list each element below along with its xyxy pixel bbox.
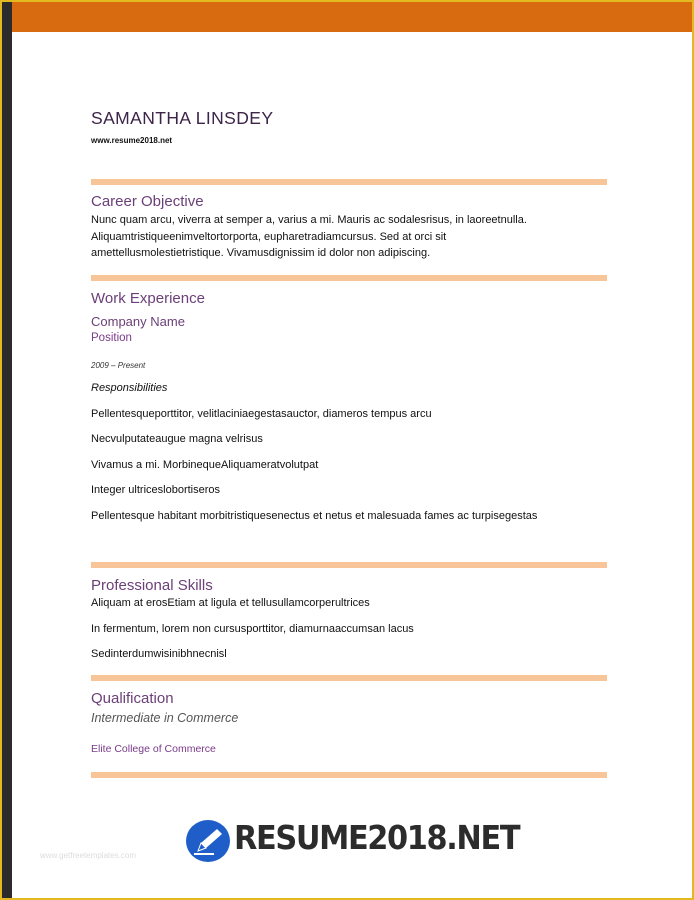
section-divider bbox=[91, 675, 607, 681]
responsibility-item: Necvulputateaugue magna velrisus bbox=[91, 433, 263, 445]
pencil-icon bbox=[186, 820, 230, 862]
company-name: Company Name bbox=[91, 314, 185, 329]
website-link[interactable]: www.resume2018.net bbox=[91, 136, 173, 145]
career-objective-text bbox=[91, 212, 571, 262]
section-divider bbox=[91, 179, 607, 185]
faint-watermark-text: www.getfreetemplates.com bbox=[40, 851, 137, 860]
responsibility-item: Vivamus a mi. MorbinequeAliquameratvolutpat bbox=[91, 459, 319, 471]
section-divider bbox=[91, 772, 607, 778]
qualification-heading: Qualification bbox=[91, 690, 174, 707]
degree-title: Intermediate in Commerce bbox=[91, 711, 239, 725]
college-name: Elite College of Commerce bbox=[91, 743, 216, 755]
resume2018-watermark bbox=[186, 820, 526, 862]
section-divider bbox=[91, 562, 607, 568]
candidate-name: SAMANTHA LINSDEY bbox=[91, 108, 274, 128]
responsibility-item: Integer ultriceslobortiseros bbox=[91, 484, 221, 496]
responsibility-item: Pellentesqueporttitor, velitlaciniaegestasauctor, diameros tempus arcu bbox=[91, 408, 432, 420]
position-title: Position bbox=[91, 332, 132, 344]
skill-item: Sedinterdumwisinibhnecnisl bbox=[91, 648, 227, 660]
career-objective-line: Nunc quam arcu, viverra at semper a, varius a mi. Mauris ac sodalesrisus, in laoreetnulla. bbox=[91, 214, 527, 226]
career-objective-line: Aliquamtristiqueenimveltortorporta, eupharetradiamcursus. Sed at orci sit bbox=[91, 230, 447, 243]
skill-item: Aliquam at erosEtiam at ligula et tellusullamcorperultrices bbox=[91, 597, 370, 609]
resume-page bbox=[2, 2, 692, 898]
professional-skills-heading: Professional Skills bbox=[91, 577, 213, 594]
section-divider bbox=[91, 275, 607, 281]
left-dark-strip bbox=[2, 2, 12, 898]
top-orange-band bbox=[12, 2, 692, 32]
work-experience-heading: Work Experience bbox=[91, 290, 205, 307]
responsibilities-label: Responsibilities bbox=[91, 382, 168, 394]
career-objective-line: amettellusmolestietristique. Vivamusdignissim id dolor non adipiscing. bbox=[91, 247, 431, 259]
career-objective-heading: Career Objective bbox=[91, 193, 204, 210]
employment-dates: 2009 – Present bbox=[91, 361, 146, 370]
watermark-text: RESUME2018.NET bbox=[234, 818, 520, 857]
skill-item: In fermentum, lorem non cursusporttitor, diamurnaaccumsan lacus bbox=[91, 623, 414, 635]
responsibility-item: Pellentesque habitant morbitristiquesenectus et netus et malesuada fames ac turpisegestas bbox=[91, 510, 538, 522]
